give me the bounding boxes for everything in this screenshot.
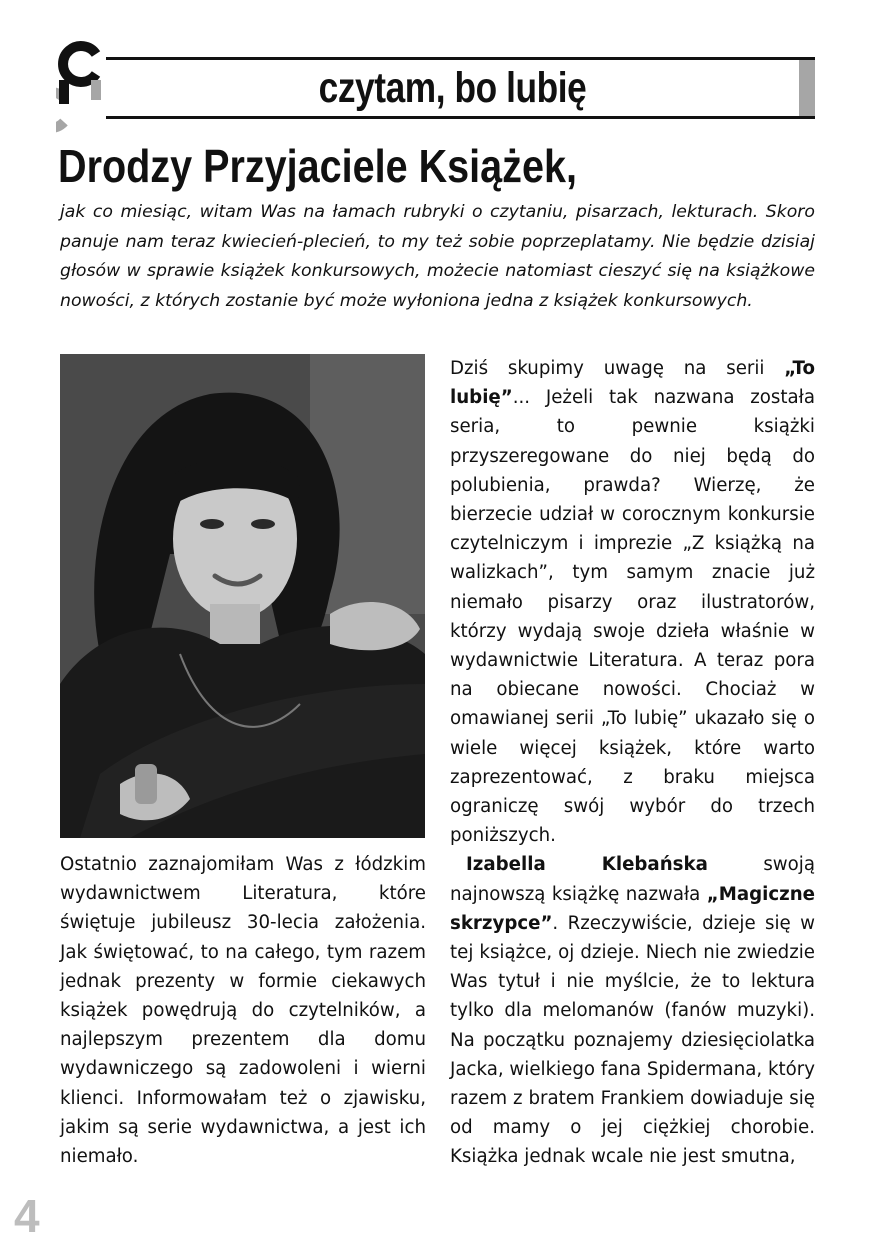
cc-logo-icon bbox=[56, 40, 104, 136]
section-title: czytam, bo lubię bbox=[318, 64, 587, 112]
book-title: „Magiczne skrzypce” bbox=[450, 883, 815, 934]
intro-paragraph: jak co miesiąc, witam Was na łamach rubryki o czytaniu, pisarzach, lekturach. Skoro panuje nam teraz kwiecień-plecień, to my też sobie poprzeplatamy. Nie będzie dzisiaj głosów w sprawie książek konkursowych, możecie natomiast cieszyć się na książkowe nowości, z których zostanie być może wyłoniona jedna z książek konkursowych. bbox=[60, 202, 815, 311]
left-paragraph: Ostatnio zaznajomiłam Was z łódzkim wydawnictwem Literatura, które świętuje jubileusz 30-lecia założenia. Jak świętować, to na całego, tym razem jednak prezenty w formie ciekawych książek powędrują do czytelników, a najlepszym prezentem dla domu wydawniczego są zadowoleni i wierni klienci. Informowałam też o zjawisku, jakim są serie wydawnictwa, a jest ich niemało. bbox=[60, 854, 426, 1168]
page-number: 4 bbox=[14, 1190, 40, 1242]
p2-text-end: . Rzeczywiście, dzieje się w tej książce, oj dzieje. Niech nie zwiedzie Was tytuł i nie myślcie, że to lektura tylko dla melomanów (fanów muzyki). Na początku poznajemy dziesięciolatka Jacka, wielkiego fana Spidermana, który razem z bratem Frankiem dowiaduje się od mamy o jej ciężkiej chorobie. Książka jednak wcale nie jest smutna, bbox=[450, 912, 815, 1168]
left-column bbox=[60, 850, 426, 1171]
p1-text-start: Dziś skupimy uwagę na serii bbox=[450, 358, 785, 379]
right-column bbox=[450, 354, 815, 1172]
right-paragraph-2 bbox=[450, 850, 815, 1171]
p2-text-mid: swoją najnowszą książkę nazwała bbox=[450, 854, 815, 905]
author-name: Izabella Klebańska bbox=[466, 854, 708, 876]
section-header bbox=[106, 57, 815, 119]
author-portrait-photo bbox=[60, 354, 425, 838]
header-accent-block bbox=[799, 60, 815, 116]
right-paragraph-1 bbox=[450, 354, 815, 850]
p1-text-end: ... Jeżeli tak nazwana została seria, to pewnie książki przyszeregowane do niej będą do polubienia, prawda? Wierzę, że bierzecie udział w corocznym konkursie czytelniczym i imprezie „Z książką na walizkach”, tym samym znacie już niemało pisarzy oraz ilustratorów, którzy wydają swoje dzieła właśnie w wydawnictwie Literatura. A teraz pora na obiecane nowości. Chociaż w omawianej serii „To lubię” ukazało się o wiele więcej książek, które warto zaprezentować, z braku miejsca ograniczę swój wybór do trzech poniższych. bbox=[450, 387, 815, 847]
greeting-heading: Drodzy Przyjaciele Książek, bbox=[58, 140, 577, 192]
series-title: „To lubię” bbox=[450, 358, 815, 409]
